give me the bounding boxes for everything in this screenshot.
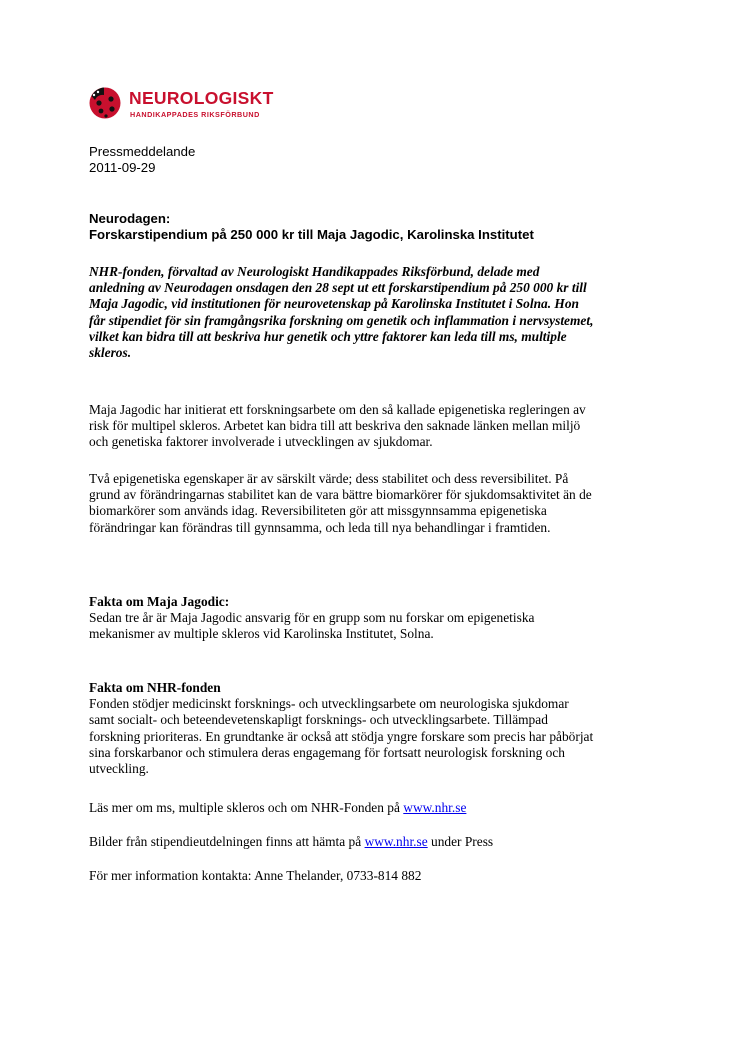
fakta-nhr-section: [89, 680, 669, 777]
images-text: Bilder från stipendieutdelningen finns att hämta på: [89, 834, 365, 849]
read-more-text: Läs mer om ms, multiple skleros och om NHR-Fonden på: [89, 800, 404, 815]
lead-line: får stipendiet för sin framgångsrika forskning om genetik och inflammation i nervsystemet,: [89, 312, 594, 328]
fakta-nhr-heading: Fakta om NHR-fonden: [89, 680, 221, 695]
logo-subtitle: HANDIKAPPADES RIKSFÖRBUND: [130, 110, 260, 119]
read-more-line: [89, 800, 669, 816]
paragraph-line: förändringar kan förändras till gynnsamma, och leda till nya behandlingar i framtiden.: [89, 519, 551, 535]
lead-line: anledning av Neurodagen onsdagen den 28 sept ut ett forskarstipendium på 250 000 kr till: [89, 280, 587, 296]
fakta-maja-heading: Fakta om Maja Jagodic:: [89, 594, 230, 609]
fakta-line: sina forskarbanor och stimulera deras engagemang för fortsatt neurologisk forskning och: [89, 744, 565, 760]
fakta-line: Sedan tre år är Maja Jagodic ansvarig för en grupp som nu forskar om epigenetiska: [89, 610, 535, 626]
paragraph-line: Maja Jagodic har initierat ett forskningsarbete om den så kallade epigenetiska regleringen av: [89, 402, 586, 417]
headline-line-2: Forskarstipendium på 250 000 kr till Maja Jagodic, Karolinska Institutet: [89, 227, 534, 242]
lead-line: Maja Jagodic, vid institutionen för neurovetenskap på Karolinska Institutet i Solna. Hon: [89, 296, 579, 312]
contact-text: För mer information kontakta: Anne Thelander, 0733-814 882: [89, 868, 422, 883]
paragraph-epigenetic-properties: [89, 471, 669, 536]
paragraph-line: biomarkörer som används idag. Reversibiliteten gör att missgynnsamma epigenetiska: [89, 503, 547, 519]
fakta-line: samt socialt- och beteendevetenskapligt forsknings- och utvecklingsarbete. Tillämpad: [89, 712, 548, 728]
paragraph-line: risk för multipel skleros. Arbetet kan bidra till att beskriva den saknade länken mellan miljö: [89, 418, 581, 434]
fakta-line: forskning prioriteras. En grundtanke är också att stödja yngre forskare som precis har påbörjat: [89, 728, 594, 744]
nhr-logo: [88, 86, 328, 126]
lead-line: skleros.: [89, 345, 132, 361]
fakta-line: Fonden stödjer medicinskt forsknings- och utvecklingsarbete om neurologiska sjukdomar: [89, 696, 569, 712]
images-line: [89, 834, 669, 850]
logo-title: NEUROLOGISKT: [129, 88, 274, 108]
lead-paragraph: [89, 264, 669, 361]
document-type: Pressmeddelande: [89, 144, 196, 159]
paragraph-line: Två epigenetiska egenskaper är av särskilt värde; dess stabilitet och dess reversibilitet. På: [89, 471, 569, 486]
paragraph-line: och genetiska faktorer involverade i utvecklingen av sjukdomar.: [89, 434, 433, 450]
lead-line: NHR-fonden, förvaltad av Neurologiskt Handikappades Riksförbund, delade med: [89, 264, 540, 279]
fakta-maja-section: [89, 594, 669, 643]
images-suffix: under Press: [427, 834, 494, 849]
fakta-line: mekanismer av multiple skleros vid Karolinska Institutet, Solna.: [89, 626, 434, 642]
nhr-website-link[interactable]: www.nhr.se: [403, 800, 467, 815]
paragraph-epigenetic-regulation: [89, 402, 669, 451]
contact-line: [89, 868, 669, 884]
document-header: [89, 144, 669, 176]
ladybug-icon: [88, 86, 122, 120]
headline: [89, 211, 669, 243]
lead-line: vilket kan bidra till att beskriva hur genetik och yttre faktorer kan leda till ms, multiple: [89, 328, 567, 344]
headline-line-1: Neurodagen:: [89, 211, 171, 226]
nhr-press-link[interactable]: www.nhr.se: [364, 834, 428, 849]
fakta-line: utveckling.: [89, 761, 149, 777]
document-date: 2011-09-29: [89, 160, 156, 175]
paragraph-line: grund av förändringarnas stabilitet kan de vara bättre biomarkörer för sjukdomsaktivitet än de: [89, 487, 592, 503]
